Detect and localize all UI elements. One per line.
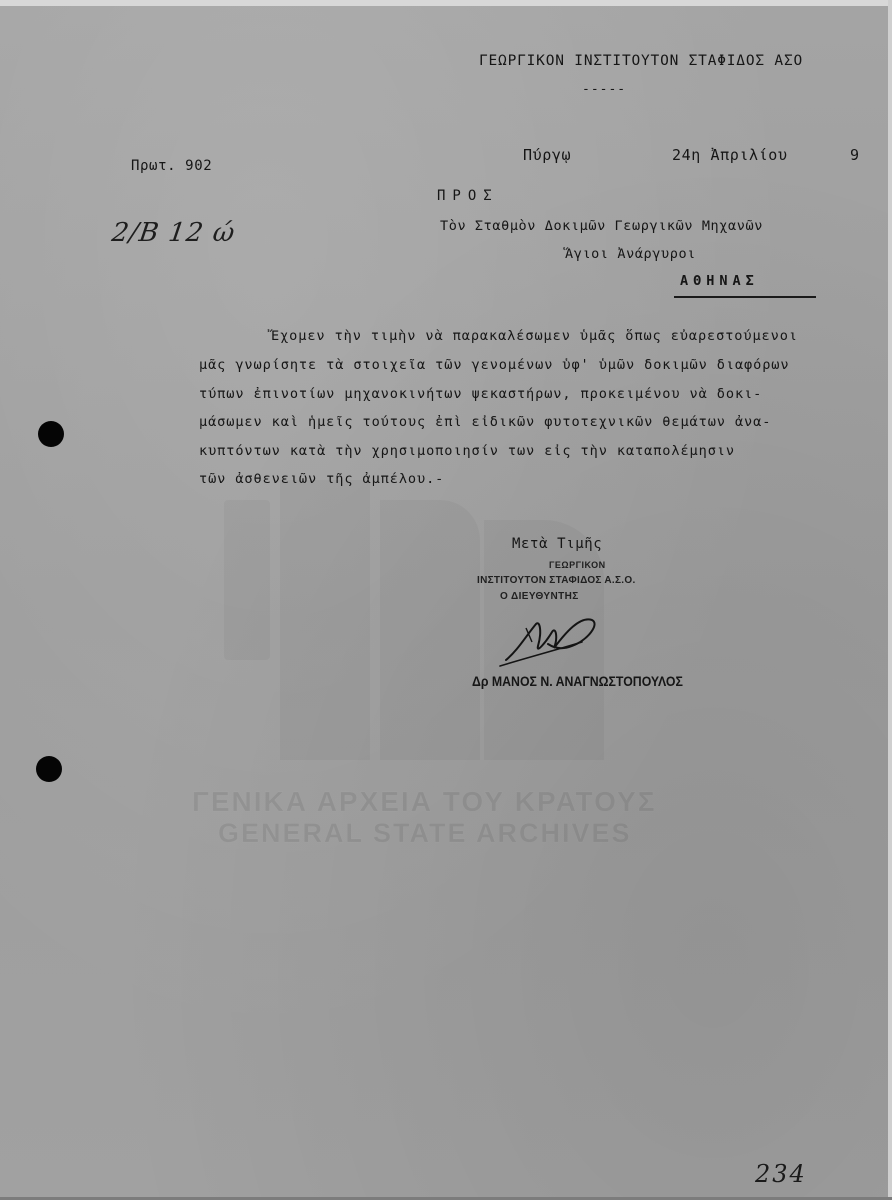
- page-number: 234: [755, 1160, 807, 1188]
- page-edge-right: [888, 0, 892, 1200]
- watermark-shape: [280, 480, 370, 760]
- addressee-name: Τὸν Σταθμὸν Δοκιμῶν Γεωργικῶν Μηχανῶν: [440, 218, 763, 234]
- city-underline: [674, 296, 816, 298]
- punch-hole: [38, 421, 64, 447]
- punch-hole: [36, 756, 62, 782]
- body-line: Ἔχομεν τὴν τιμὴν νὰ παρακαλέσωμεν ὑμᾶς ὅπως εὐαρεστούμενοι: [271, 328, 798, 344]
- watermark-english: GENERAL STATE ARCHIVES: [218, 818, 632, 848]
- letterhead-rule: -----: [582, 82, 627, 97]
- dateline-date: 24η Ἀπριλίου: [672, 146, 788, 164]
- handwritten-note: 2/Β 12 ώ: [109, 218, 238, 248]
- body-line: τῶν ἀσθενειῶν τῆς ἀμπέλου.-: [199, 471, 445, 487]
- addressee-place: Ἅγιοι Ἀνάργυροι: [565, 246, 696, 262]
- body-line: μᾶς γνωρίσητε τὰ στοιχεῖα τῶν γενομένων ὑφ' ὑμῶν δοκιμῶν διαφόρων: [199, 357, 790, 373]
- addressee-to: ΠΡΟΣ: [437, 188, 499, 204]
- stamp-line: ΓΕΩΡΓΙΚΟΝ: [549, 560, 606, 570]
- signature: [496, 602, 606, 672]
- watermark-greek: ΓΕΝΙΚΑ ΑΡΧΕΙΑ ΤΟΥ ΚΡΑΤΟΥΣ: [192, 786, 657, 817]
- closing-salutation: Μετὰ Τιμῆς: [512, 536, 603, 552]
- watermark-shape: [224, 500, 270, 660]
- stamp-line: ΙΝΣΤΙΤΟΥΤΟΝ ΣΤΑΦΙΔΟΣ Α.Σ.Ο.: [477, 575, 636, 586]
- addressee-city: ΑΘΗΝΑΣ: [680, 273, 759, 289]
- signatory-name: Δρ ΜΑΝΟΣ Ν. ΑΝΑΓΝΩΣΤΟΠΟΥΛΟΣ: [472, 673, 683, 689]
- watermark-shape: [380, 500, 480, 760]
- stamp-line: Ο ΔΙΕΥΘΥΝΤΗΣ: [500, 591, 579, 602]
- dateline-year: 9: [850, 146, 860, 164]
- body-line: κυπτόντων κατὰ τὴν χρησιμοποιησίν των εἰς τὴν καταπολέμησιν: [199, 443, 735, 459]
- protocol-number: Πρωτ. 902: [131, 158, 213, 174]
- body-line: μάσωμεν καὶ ἡμεῖς τούτους ἐπὶ εἰδικῶν φυτοτεχνικῶν θεμάτων ἀνα-: [199, 414, 772, 430]
- page-edge-top: [0, 0, 892, 6]
- dateline-place: Πύργῳ: [523, 146, 572, 164]
- letterhead-organization: ΓΕΩΡΓΙΚΟΝ ΙΝΣΤΙΤΟΥΤΟΝ ΣΤΑΦΙΔΟΣ ΑΣΟ: [479, 53, 804, 69]
- body-line: τύπων ἐπινοτίων μηχανοκινήτων ψεκαστήρων, προκειμένου νὰ δοκι-: [199, 386, 763, 402]
